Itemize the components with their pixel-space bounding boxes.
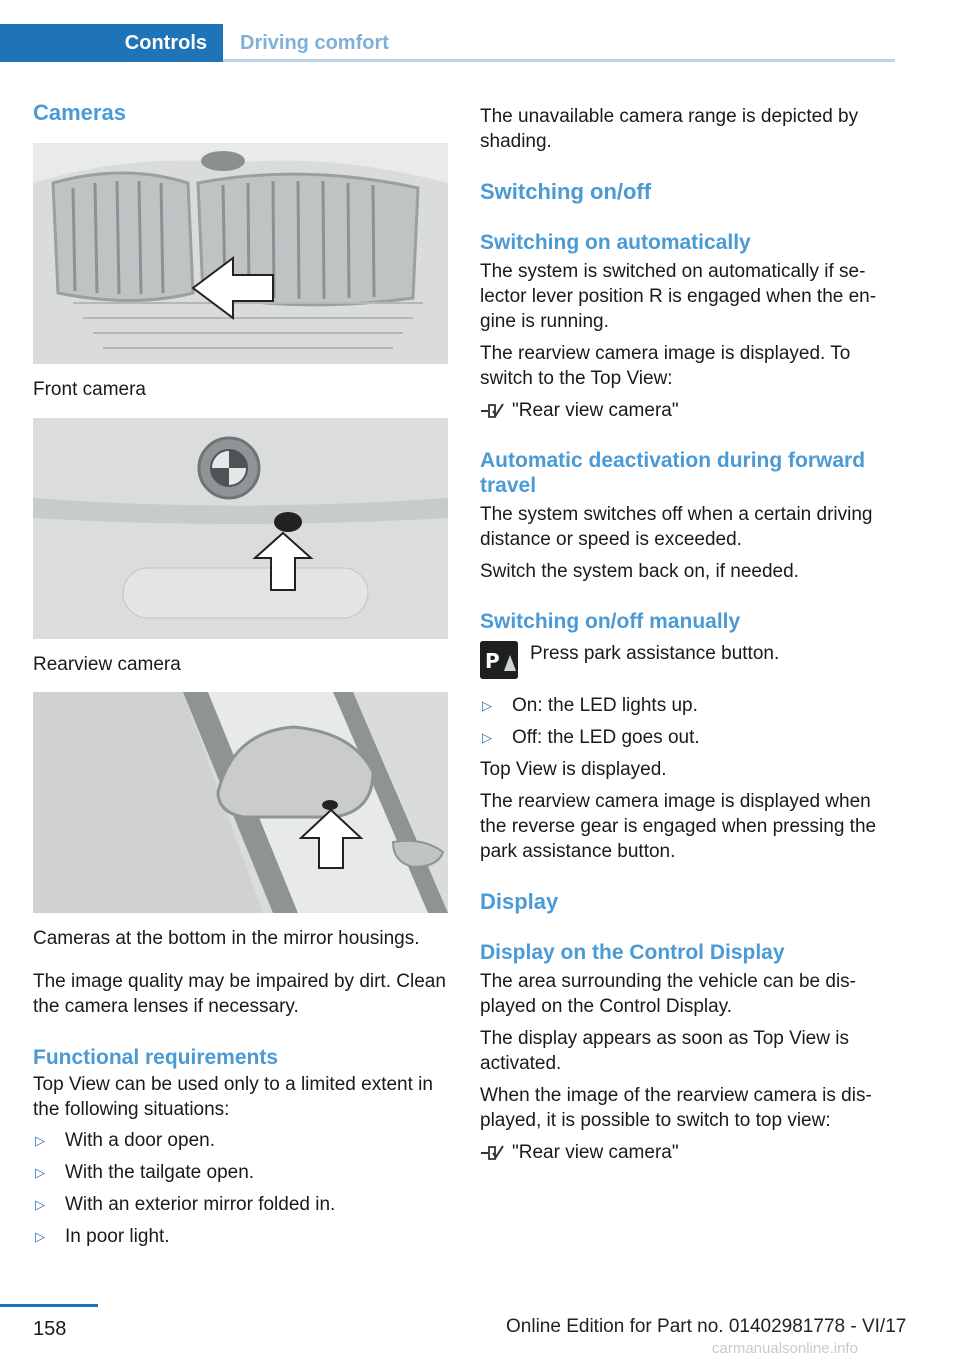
deactivation-text-2: Switch the system back on, if needed. bbox=[480, 561, 799, 582]
functional-bullet-list bbox=[33, 1128, 448, 1249]
list-item: ▷ Off: the LED goes out. bbox=[482, 727, 700, 748]
deactivation-heading: Automatic deactivation during forward travel bbox=[480, 449, 866, 497]
park-assistance-button-icon bbox=[480, 641, 518, 679]
switching-auto-text: The system is switched on automatically if se‐lector lever position R is engaged when the en‐gine is running. bbox=[480, 261, 877, 332]
caption-mirror-cameras: Cameras at the bottom in the mirror housings. bbox=[33, 928, 420, 949]
page-number: 158 bbox=[33, 1318, 67, 1340]
header-rule bbox=[223, 59, 895, 62]
list-item: ▷ With a door open. bbox=[35, 1130, 215, 1151]
mirror-camera-image bbox=[33, 692, 448, 913]
rearview-display-text: The rearview camera image is displayed when the reverse gear is engaged when pressing the park assistance button. bbox=[480, 791, 877, 862]
page-number-rule bbox=[0, 1304, 98, 1307]
control-display-heading: Display on the Control Display bbox=[480, 941, 785, 964]
tab-driving-comfort[interactable]: Driving comfort bbox=[240, 32, 389, 54]
control-display-text-3: When the image of the rearview camera is dis‐played, it is possible to switch to top view: bbox=[480, 1085, 872, 1131]
manual-text: Press park assistance button. bbox=[530, 643, 780, 664]
switching-auto-text-2: The rearview camera image is displayed. To switch to the Top View: bbox=[480, 343, 851, 389]
switching-heading: Switching on/off bbox=[480, 179, 652, 204]
caption-front-camera: Front camera bbox=[33, 379, 146, 400]
menu-rear-view-camera: "Rear view camera" bbox=[480, 398, 898, 423]
list-item: ▷ With the tailgate open. bbox=[35, 1162, 255, 1183]
triangle-bullet-icon: ▷ bbox=[482, 730, 492, 745]
functional-requirements-text: Top View can be used only to a limited extent in the following situations: bbox=[33, 1074, 433, 1120]
tab-controls[interactable]: Controls bbox=[0, 24, 223, 62]
section-title-cameras: Cameras bbox=[33, 100, 126, 125]
right-column bbox=[480, 100, 898, 1165]
list-item: ▷ With an exterior mirror folded in. bbox=[35, 1194, 336, 1215]
rear-view-camera-icon bbox=[480, 1143, 512, 1163]
rear-view-camera-icon bbox=[480, 401, 512, 421]
control-display-text: The area surrounding the vehicle can be dis‐played on the Control Display. bbox=[480, 971, 857, 1017]
front-camera-image bbox=[33, 143, 448, 364]
functional-requirements-heading: Functional requirements bbox=[33, 1046, 279, 1069]
park-assist-row bbox=[480, 641, 898, 679]
list-item: ▷ On: the LED lights up. bbox=[482, 695, 698, 716]
manual-bullet-list bbox=[480, 693, 898, 750]
deactivation-text: The system switches off when a certain driving distance or speed is exceeded. bbox=[480, 504, 873, 550]
switching-auto-heading: Switching on automatically bbox=[480, 231, 751, 254]
manual-heading: Switching on/off manually bbox=[480, 610, 741, 633]
dirt-note: The image quality may be impaired by dirt. Clean the camera lenses if necessary. bbox=[33, 971, 446, 1017]
rearview-camera-image bbox=[33, 418, 448, 639]
top-view-displayed-text: Top View is displayed. bbox=[480, 759, 667, 780]
triangle-bullet-icon: ▷ bbox=[35, 1165, 45, 1180]
svg-text:P: P bbox=[485, 649, 500, 673]
triangle-bullet-icon: ▷ bbox=[482, 698, 492, 713]
display-heading: Display bbox=[480, 889, 559, 914]
page-header bbox=[0, 24, 895, 62]
edition-text: Online Edition for Part no. 01402981778 - VI/17 bbox=[506, 1316, 907, 1337]
caption-rearview-camera: Rearview camera bbox=[33, 654, 181, 675]
shading-note: The unavailable camera range is depicted by shading. bbox=[480, 106, 859, 152]
triangle-bullet-icon: ▷ bbox=[35, 1229, 45, 1244]
list-item: ▷ In poor light. bbox=[35, 1226, 170, 1247]
watermark: carmanualsonline.info bbox=[712, 1340, 858, 1357]
triangle-bullet-icon: ▷ bbox=[35, 1133, 45, 1148]
control-display-text-2: The display appears as soon as Top View is activated. bbox=[480, 1028, 849, 1074]
triangle-bullet-icon: ▷ bbox=[35, 1197, 45, 1212]
menu-rear-view-camera-2: "Rear view camera" bbox=[480, 1140, 898, 1165]
left-column bbox=[33, 100, 448, 1249]
